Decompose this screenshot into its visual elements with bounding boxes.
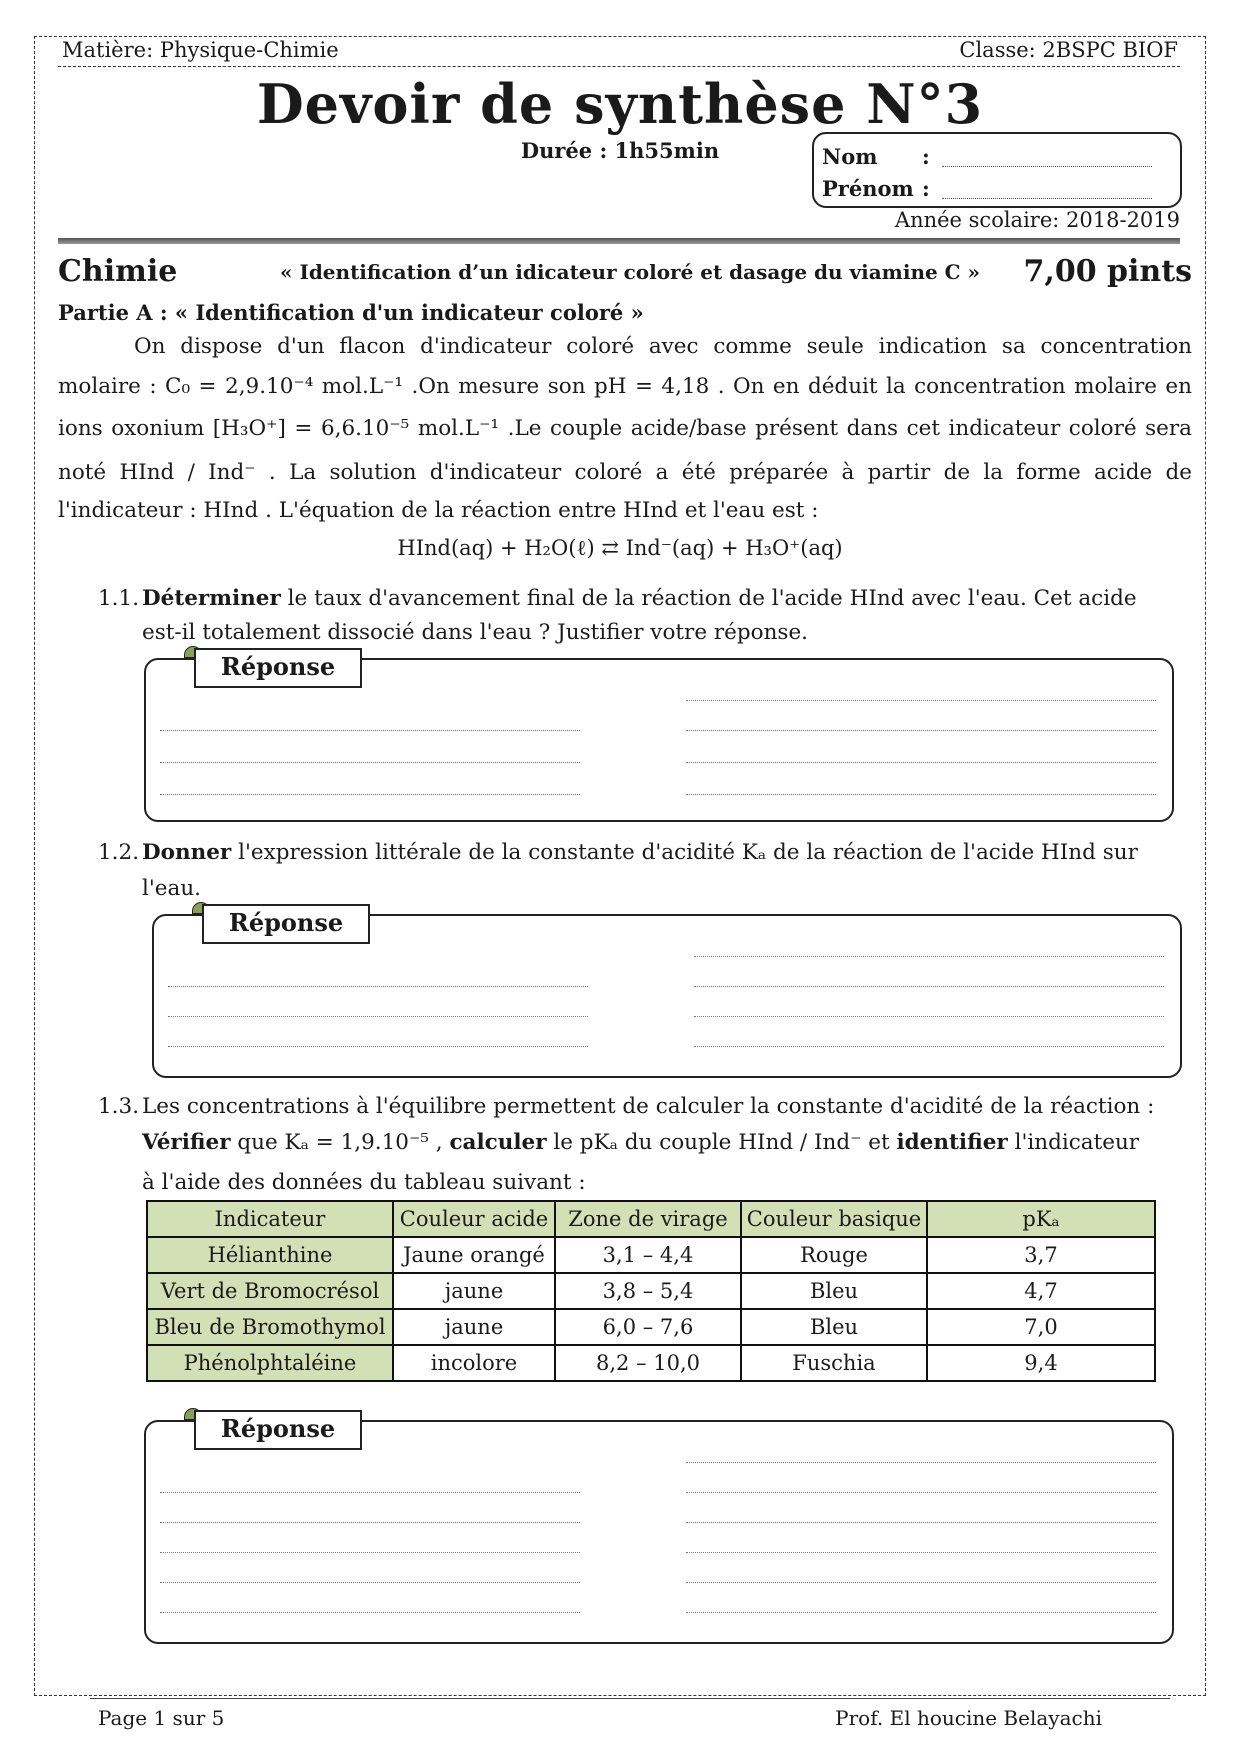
answer-label-3: Réponse: [194, 1410, 362, 1450]
intro-line-2: molaire : C₀ = 2,9.10⁻⁴ mol.L⁻¹ .On mesure son pH = 4,18 . On en déduit la concentration molaire en: [58, 374, 1192, 399]
answer-line: [160, 1522, 580, 1523]
q1-verb: Déterminer: [142, 586, 281, 611]
table-row: [147, 1273, 1155, 1309]
nom-field[interactable]: [942, 166, 1152, 167]
table-cell: incolore: [393, 1345, 555, 1381]
q2-line-2: l'eau.: [142, 876, 202, 901]
answer-label-1: Réponse: [194, 648, 362, 688]
intro-line-5: l'indicateur : HInd . L'équation de la réaction entre HInd et l'eau est :: [58, 498, 819, 523]
table-cell: 3,1 – 4,4: [555, 1237, 741, 1273]
reaction-equation: HInd(aq) + H₂O(ℓ) ⇄ Ind⁻(aq) + H₃O⁺(aq): [397, 536, 843, 560]
q3-text-b: le pKₐ du couple HInd / Ind⁻ et: [546, 1130, 897, 1155]
q3-verb-verifier: Vérifier: [142, 1130, 231, 1155]
q3-verb-calculer: calculer: [449, 1130, 547, 1155]
answer-line: [694, 986, 1164, 987]
answer-line: [160, 1552, 580, 1553]
table-cell: 8,2 – 10,0: [555, 1345, 741, 1381]
intro-line-1: On dispose d'un flacon d'indicateur coloré avec comme seule indication sa concentration: [134, 334, 1192, 359]
table-cell: jaune: [393, 1309, 555, 1345]
answer-line: [694, 956, 1164, 957]
duration: Durée : 1h55min: [520, 138, 720, 163]
table-cell: Jaune orangé: [393, 1237, 555, 1273]
subject-label: Matière: Physique-Chimie: [62, 38, 339, 62]
q1-number: 1.1.: [98, 586, 140, 611]
prenom-field[interactable]: [942, 198, 1152, 199]
page-title: Devoir de synthèse N°3: [256, 72, 984, 136]
table-cell: Bleu de Bromothymol: [147, 1309, 393, 1345]
header-divider: [58, 66, 1180, 67]
answer-line: [686, 1612, 1156, 1613]
q2-text: l'expression littérale de la constante d'acidité Kₐ de la réaction de l'acide HInd sur: [231, 840, 1138, 865]
answer-line: [686, 762, 1156, 763]
q1-text: le taux d'avancement final de la réaction de l'acide HInd avec l'eau. Cet acide: [280, 586, 1137, 611]
table-header: Indicateur: [147, 1201, 393, 1237]
class-label: Classe: 2BSPC BIOF: [959, 38, 1178, 62]
table-cell: Rouge: [741, 1237, 927, 1273]
indicator-table: [146, 1200, 1156, 1382]
answer-line: [686, 730, 1156, 731]
table-cell: 4,7: [927, 1273, 1155, 1309]
q2-number: 1.2.: [98, 840, 140, 865]
answer-line: [686, 1492, 1156, 1493]
table-cell: 3,8 – 5,4: [555, 1273, 741, 1309]
table-cell: 6,0 – 7,6: [555, 1309, 741, 1345]
table-header: Couleur basique: [741, 1201, 927, 1237]
answer-line: [686, 1522, 1156, 1523]
footer-divider: [90, 1698, 1170, 1699]
answer-line: [168, 986, 588, 987]
q1-line-2: est-il totalement dissocié dans l'eau ? Justifier votre réponse.: [142, 620, 809, 645]
intro-line-3: ions oxonium [H₃O⁺] = 6,6.10⁻⁵ mol.L⁻¹ .Le couple acide/base présent dans cet indicateur coloré sera: [58, 416, 1192, 441]
table-cell: 9,4: [927, 1345, 1155, 1381]
section-divider: [58, 238, 1180, 244]
answer-line: [160, 1582, 580, 1583]
q3-text-c: l'indicateur: [1007, 1130, 1140, 1155]
table-cell: Fuschia: [741, 1345, 927, 1381]
author: Prof. El houcine Belayachi: [835, 1706, 1102, 1730]
answer-line: [694, 1046, 1164, 1047]
answer-box-3[interactable]: [144, 1420, 1174, 1644]
answer-line: [168, 1046, 588, 1047]
answer-line: [160, 794, 580, 795]
q3-line-3: à l'aide des données du tableau suivant :: [142, 1170, 586, 1195]
answer-line: [686, 1582, 1156, 1583]
answer-line: [160, 762, 580, 763]
partie-a-title: Partie A : « Identification d'un indicateur coloré »: [58, 300, 644, 325]
q3-line-2: [142, 1130, 1139, 1155]
answer-line: [694, 1016, 1164, 1017]
section-points: 7,00 pints: [1023, 254, 1192, 289]
q3-number: 1.3.: [98, 1094, 140, 1119]
prenom-colon: :: [922, 176, 930, 201]
answer-line: [686, 700, 1156, 701]
q2-line-1: [142, 840, 1138, 865]
q1-line-1: [142, 586, 1137, 611]
table-cell: Phénolphtaléine: [147, 1345, 393, 1381]
q2-verb: Donner: [142, 840, 232, 865]
table-row: [147, 1237, 1155, 1273]
answer-line: [686, 1462, 1156, 1463]
q3-text-a: que Kₐ = 1,9.10⁻⁵ ,: [230, 1130, 450, 1155]
answer-line: [686, 1552, 1156, 1553]
school-year: Année scolaire: 2018-2019: [894, 208, 1180, 232]
page-number: Page 1 sur 5: [98, 1706, 225, 1730]
q3-verb-identifier: identifier: [896, 1130, 1008, 1155]
answer-line: [160, 1612, 580, 1613]
q3-line-1: Les concentrations à l'équilibre permettent de calculer la constante d'acidité de la réaction :: [142, 1094, 1155, 1119]
table-cell: jaune: [393, 1273, 555, 1309]
table-row: [147, 1309, 1155, 1345]
intro-line-4: noté HInd / Ind⁻ . La solution d'indicateur coloré a été préparée à partir de la forme acide de: [58, 460, 1192, 485]
answer-line: [160, 1492, 580, 1493]
table-header: Couleur acide: [393, 1201, 555, 1237]
nom-colon: :: [922, 144, 930, 169]
section-subtitle: « Identification d’un idicateur coloré et dasage du viamine C »: [280, 260, 981, 284]
answer-line: [168, 1016, 588, 1017]
table-header: pKₐ: [927, 1201, 1155, 1237]
table-row: [147, 1345, 1155, 1381]
answer-label-2: Réponse: [202, 904, 370, 944]
answer-line: [160, 730, 580, 731]
prenom-label: Prénom: [822, 176, 914, 201]
table-header-row: [147, 1201, 1155, 1237]
student-info-box: [812, 132, 1182, 208]
answer-line: [686, 794, 1156, 795]
table-header: Zone de virage: [555, 1201, 741, 1237]
table-cell: 7,0: [927, 1309, 1155, 1345]
table-cell: Bleu: [741, 1273, 927, 1309]
table-cell: Vert de Bromocrésol: [147, 1273, 393, 1309]
nom-label: Nom: [822, 144, 878, 169]
table-cell: 3,7: [927, 1237, 1155, 1273]
table-cell: Bleu: [741, 1309, 927, 1345]
table-cell: Hélianthine: [147, 1237, 393, 1273]
section-name: Chimie: [58, 254, 178, 289]
